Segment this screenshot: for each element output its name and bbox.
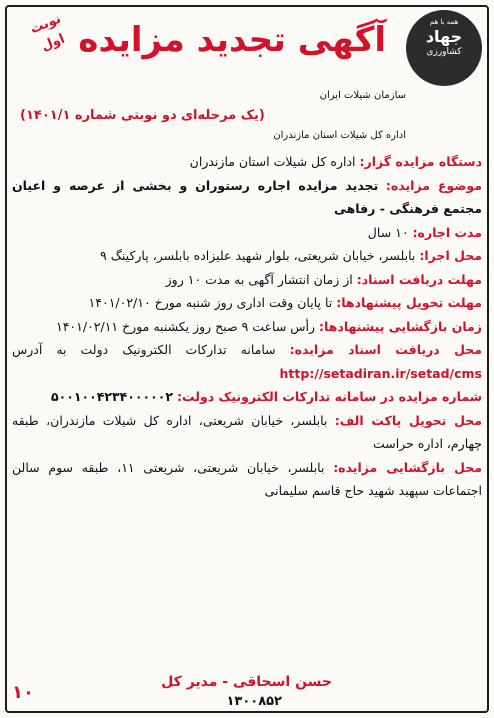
row-label: زمان بازگشایی پیشنهادها: [319, 318, 482, 334]
ad-header [12, 10, 482, 150]
ad-footer [12, 674, 482, 708]
row-text: سامانه تدارکات الکترونیک دولت به آدرس [12, 342, 276, 357]
setad-url-link[interactable]: http://setadiran.ir/setad/cms [279, 365, 482, 381]
row-label: مدت اجاره: [412, 224, 482, 240]
badge-line2: اول [39, 31, 68, 55]
badge-line1: نوبت [28, 11, 64, 38]
ad-row [12, 221, 482, 245]
signature: حسن اسحاقی - مدیر کل [161, 674, 332, 690]
row-label: دستگاه مزایده گزار: [359, 154, 482, 169]
ad-row [12, 150, 482, 174]
ad-title: آگهی تجدید مزایده [78, 20, 386, 60]
logo-name: جهاد [425, 27, 463, 46]
ad-row [12, 338, 482, 385]
row-text: رأس ساعت ۹ صبح روز یکشنبه مورخ ۱۴۰۱/۰۲/۱۱ [56, 318, 316, 334]
ad-row [12, 268, 482, 292]
ad-content [12, 10, 482, 708]
row-text: بابلسر، خیابان شریعتی، بلوار شهید علیزاده بابلسر، پارکینگ ۹ [100, 248, 416, 263]
ad-row [12, 315, 482, 339]
row-text: تا پایان وقت اداری روز شنبه مورخ ۱۴۰۱/۰۲/۱۰ [88, 295, 333, 310]
ad-body [12, 150, 482, 503]
row-label: محل تحویل پاکت الف: [334, 412, 482, 428]
row-label: مهلت دریافت اسناد: [356, 271, 482, 287]
row-text: بابلسر، خیابان شریعتی، شریعتی ۱۱، طبقه سوم سالن اجتماعات سپهبد شهید حاج قاسم سلیمانی [12, 459, 482, 498]
row-text: تجدید مزایده اجاره رستوران و بخشی از عرصه و اعیان مجتمع فرهنگی - رفاهی [12, 177, 482, 216]
ad-serial-number: ۱۳۰۰۸۵۲ [226, 694, 282, 709]
org-department: اداره کل شیلات استان مازندران [273, 130, 406, 141]
row-text: از زمان انتشار آگهی به مدت ۱۰ روز [165, 271, 353, 287]
ad-row [12, 456, 482, 503]
ad-subtitle: (یک مرحله‌ای دو نوبتی شماره ۱۴۰۱/۱) [20, 108, 265, 123]
ad-row [12, 174, 482, 221]
row-label: موضوع مزایده: [385, 177, 482, 193]
row-text: ۵۰۰۱۰۰۴۲۳۴۰۰۰۰۰۲ [50, 389, 174, 404]
row-label: محل بازگشایی مزایده: [333, 459, 482, 475]
row-text: ۱۰ سال [367, 224, 409, 240]
row-label: محل دریافت اسناد مزایده: [289, 342, 482, 357]
row-text: اداره کل شیلات استان مازندران [189, 154, 356, 169]
row-label: مهلت تحویل پیشنهادها: [336, 295, 482, 310]
page-mark: ۱۰ [12, 682, 34, 703]
row-text: بابلسر، خیابان شریعتی، اداره کل شیلات مازندران، طبقه چهارم، اداره حراست [12, 412, 482, 451]
org-name: سازمان شیلات ایران [319, 90, 406, 101]
logo-slogan: همه با هم [429, 18, 459, 26]
ad-row [12, 385, 482, 409]
jahad-keshavarzi-logo [406, 10, 482, 86]
row-label: شماره مزایده در سامانه تدارکات الکترونیک دولت: [177, 389, 482, 404]
ad-row [12, 244, 482, 268]
row-label: محل اجرا: [419, 248, 482, 263]
logo-sub: کشاورزی [426, 47, 462, 57]
ad-row [12, 409, 482, 456]
ad-row [12, 291, 482, 315]
